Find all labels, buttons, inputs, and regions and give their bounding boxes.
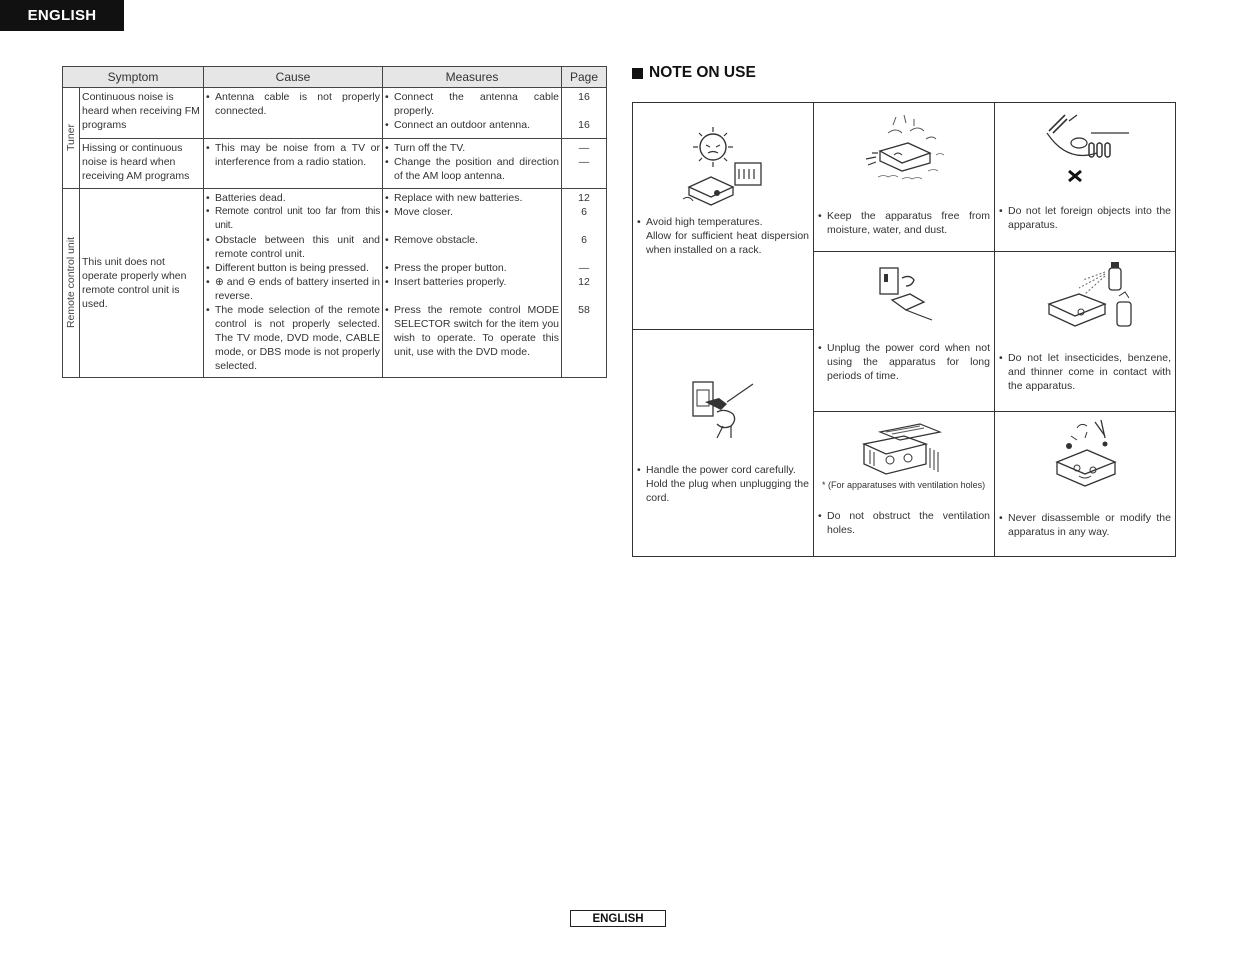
header-page: Page: [562, 67, 607, 88]
table-row: [63, 139, 607, 189]
cause-item: • Antenna cable is not properly connected.: [206, 91, 380, 117]
disassemble-illustration-icon: [1049, 418, 1127, 492]
note-text: • Unplug the power cord when not using the apparatus for long periods of time.: [818, 342, 990, 382]
ventilation-footnote: * (For apparatuses with ventilation holes): [822, 480, 986, 490]
page-number: 16: [578, 91, 590, 103]
sun-heat-illustration-icon: [681, 121, 769, 211]
troubleshooting-table: [62, 66, 607, 378]
measure-item: • Move closer.: [385, 206, 453, 218]
cause-cell: [204, 189, 383, 378]
unplug-power-cord-illustration-icon: [874, 264, 938, 324]
note-on-use-grid: [632, 102, 1176, 557]
symptom-cell: [80, 189, 204, 378]
cause-item: • Remote control unit too far from this unit.: [206, 206, 380, 231]
measure-item: • Press the proper button.: [385, 262, 507, 274]
page-number: —: [578, 142, 590, 154]
table-row: [63, 88, 607, 139]
measures-cell: [383, 189, 562, 378]
note-text: • Avoid high temperatures. Allow for sufficient heat dispersion when installed on a rack.: [637, 216, 809, 256]
cause-item: • Obstacle between this unit and remote control unit.: [206, 234, 380, 260]
cause-item: • The mode selection of the remote control is not properly selected. The TV mode, DVD mode, CABLE mode, or DBS mode is not properly selected.: [206, 304, 380, 372]
measure-item: • Connect the antenna cable properly.: [385, 91, 559, 117]
group-label-remote: Remote control unit: [65, 237, 77, 329]
symptom-text: This unit does not operate properly when remote control unit is used.: [82, 255, 187, 310]
page-number: —: [578, 156, 590, 168]
page-number: 6: [581, 206, 587, 218]
cause-cell: [204, 88, 383, 139]
note-unplug: [814, 252, 995, 412]
note-power-cord: [633, 330, 814, 558]
measure-item: • Insert batteries properly.: [385, 276, 507, 288]
handle-power-cord-illustration-icon: [687, 378, 761, 440]
cause-item: • This may be noise from a TV or interference from a radio station.: [206, 142, 380, 168]
header-measures: Measures: [383, 67, 562, 88]
symptom-cell: [80, 139, 204, 189]
group-label-cell: [63, 88, 80, 189]
table-row: [63, 189, 607, 378]
note-insecticide: [995, 252, 1176, 412]
note-high-temperature: [633, 103, 814, 330]
group-label-tuner: Tuner: [65, 124, 77, 152]
measures-cell: [383, 139, 562, 189]
note-text: • Do not obstruct the ventilation holes.: [818, 510, 990, 536]
footer-language-tab: ENGLISH: [570, 910, 666, 927]
page-cell: [562, 189, 607, 378]
measure-item: • Press the remote control MODE SELECTOR switch for the item you wish to operate. To operate this unit, use with the DVD mode.: [385, 304, 559, 358]
measure-item: • Connect an outdoor antenna.: [385, 119, 531, 131]
cause-item: • Different button is being pressed.: [206, 262, 369, 274]
square-bullet-icon: [632, 68, 643, 79]
language-tab: ENGLISH: [0, 0, 124, 31]
measure-item: • Change the position and direction of the AM loop antenna.: [385, 156, 559, 182]
page-cell: [562, 88, 607, 139]
note-ventilation: [814, 412, 995, 558]
page-number: 58: [578, 304, 590, 316]
page-cell: [562, 139, 607, 189]
measure-item: • Turn off the TV.: [385, 142, 466, 154]
group-label-cell: [63, 189, 80, 378]
note-text: • Never disassemble or modify the apparatus in any way.: [999, 512, 1171, 538]
note-text: • Do not let insecticides, benzene, and thinner come in contact with the apparatus.: [999, 352, 1171, 392]
note-moisture: [814, 103, 995, 252]
page-number: —: [578, 262, 590, 274]
cause-item: • ⊕ and ⊖ ends of battery inserted in reverse.: [206, 276, 380, 302]
note-disassemble: [995, 412, 1176, 558]
measure-item: • Replace with new batteries.: [385, 192, 523, 204]
header-cause: Cause: [204, 67, 383, 88]
symptom-text: Continuous noise is heard when receiving FM programs: [82, 91, 200, 131]
foreign-objects-illustration-icon: [1039, 111, 1131, 187]
measures-cell: [383, 88, 562, 139]
ventilation-holes-illustration-icon: [860, 420, 950, 480]
moisture-dust-illustration-icon: [858, 111, 954, 191]
note-text: • Keep the apparatus free from moisture, water, and dust.: [818, 210, 990, 236]
note-on-use-title: NOTE ON USE: [632, 64, 756, 82]
cause-cell: [204, 139, 383, 189]
symptom-cell: [80, 88, 204, 139]
page-number: 12: [578, 276, 590, 288]
symptom-text: Hissing or continuous noise is heard when receiving AM programs: [82, 142, 190, 182]
note-text: • Do not let foreign objects into the apparatus.: [999, 205, 1171, 231]
measure-item: • Remove obstacle.: [385, 234, 479, 246]
header-symptom: Symptom: [63, 67, 204, 88]
note-foreign-objects: [995, 103, 1176, 252]
page-number: 12: [578, 192, 590, 204]
note-text: • Handle the power cord carefully. Hold the plug when unplugging the cord.: [637, 464, 809, 504]
cause-item: • Batteries dead.: [206, 192, 286, 204]
table-header-row: [63, 67, 607, 88]
insecticide-spray-illustration-icon: [1039, 260, 1135, 340]
page-number: 16: [578, 119, 590, 131]
page-number: 6: [581, 234, 587, 246]
